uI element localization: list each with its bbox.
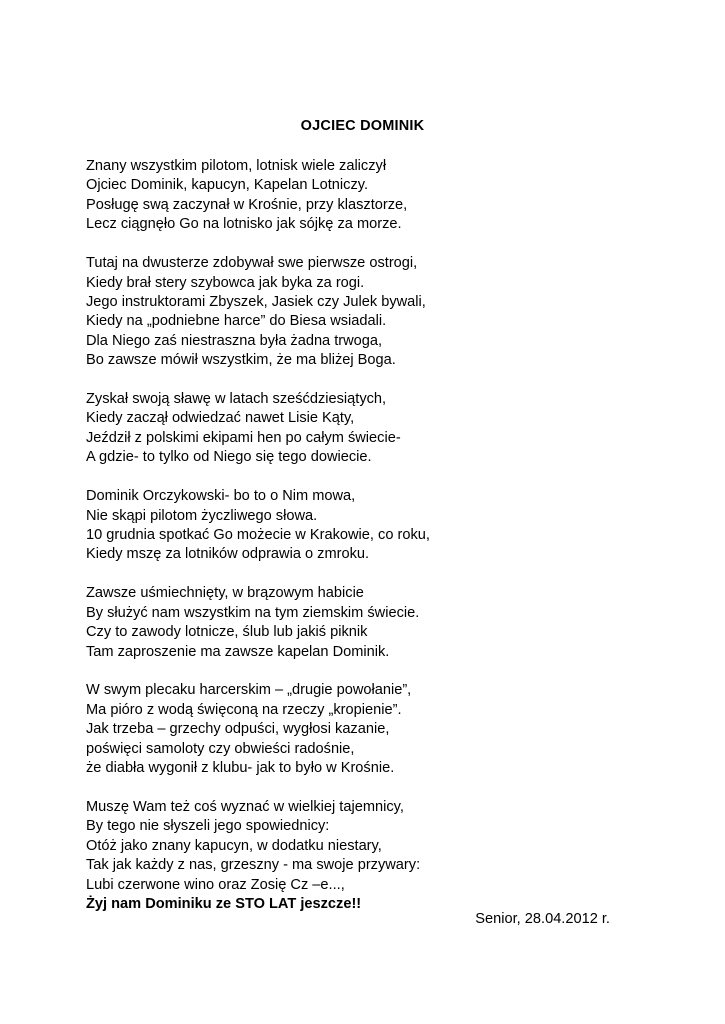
poem-line: Muszę Wam też coś wyznać w wielkiej tajemnicy,	[86, 798, 404, 815]
signature-date: Senior, 28.04.2012 r.	[475, 911, 610, 927]
poem-title-text: OJCIEC DOMINIK	[300, 118, 425, 134]
poem-line: Zawsze uśmiechnięty, w brązowym habicie	[86, 585, 364, 602]
poem-line: Jego instruktorami Zbyszek, Jasiek czy Julek bywali,	[86, 293, 426, 310]
poem-line: 10 grudnia spotkać Go możecie w Krakowie, co roku,	[86, 527, 430, 543]
poem-line: Dominik Orczykowski- bo to o Nim mowa,	[86, 488, 356, 505]
stanza	[86, 390, 666, 468]
poem-line: Lubi czerwone wino oraz Zosię Cz –e...,	[86, 876, 345, 893]
poem-line: Kiedy mszę za lotników odprawia o zmroku.	[86, 546, 370, 563]
poem-line: Dla Niego zaś niestraszna była żadna trwoga,	[86, 332, 383, 349]
poem-line: Kiedy zaczął odwiedzać nawet Lisie Kąty,	[86, 410, 355, 427]
poem-line: Kiedy na „podniebne harce” do Biesa wsiadali.	[86, 313, 387, 330]
poem-line: By tego nie słyszeli jego spowiednicy:	[86, 818, 330, 835]
poem-line: By służyć nam wszystkim na tym ziemskim świecie.	[86, 604, 420, 621]
poem-line: że diabła wygonił z klubu- jak to było w Krośnie.	[86, 760, 395, 777]
poem-title	[0, 118, 725, 134]
poem-line: Tutaj na dwusterze zdobywał swe pierwsze ostrogi,	[86, 255, 418, 272]
closing-line: Żyj nam Dominiku ze STO LAT jeszcze!!	[86, 896, 362, 912]
poem-line: Kiedy brał stery szybowca jak byka za rogi.	[86, 274, 365, 291]
poem-body	[86, 157, 666, 914]
poem-line: Znany wszystkim pilotom, lotnisk wiele zaliczył	[86, 158, 387, 174]
stanza	[86, 254, 666, 370]
poem-line: Bo zawsze mówił wszystkim, że ma bliżej Boga.	[86, 352, 396, 369]
poem-line: Nie skąpi pilotom życzliwego słowa.	[86, 507, 318, 524]
poem-line: poświęci samoloty czy obwieści radośnie,	[86, 740, 355, 757]
stanza	[86, 487, 666, 565]
poem-line: Posługę swą zaczynał w Krośnie, przy klasztorze,	[86, 196, 408, 213]
poem-line: Otóż jako znany kapucyn, w dodatku niestary,	[86, 837, 382, 854]
stanza	[86, 681, 666, 778]
poem-line: Lecz ciągnęło Go na lotnisko jak sójkę za morze.	[86, 216, 402, 233]
poem-line: A gdzie- to tylko od Niego się tego dowiecie.	[86, 449, 372, 466]
poem-line: Tam zaproszenie ma zawsze kapelan Dominik.	[86, 643, 390, 660]
poem-line: Czy to zawody lotnicze, ślub lub jakiś piknik	[86, 624, 368, 641]
poem-line: Zyskał swoją sławę w latach sześćdziesiątych,	[86, 391, 387, 408]
stanza	[86, 798, 666, 914]
poem-line: Tak jak każdy z nas, grzeszny - ma swoje przywary:	[86, 857, 421, 874]
stanza	[86, 157, 666, 235]
poem-line: Jak trzeba – grzechy odpuści, wygłosi kazanie,	[86, 721, 390, 738]
poem-line: Jeździł z polskimi ekipami hen po całym świecie-	[86, 429, 401, 446]
poem-line: Ojciec Dominik, kapucyn, Kapelan Lotniczy.	[86, 177, 369, 194]
stanza	[86, 584, 666, 662]
poem-line: W swym plecaku harcerskim – „drugie powołanie”,	[86, 682, 412, 699]
poem-line: Ma pióro z wodą święconą na rzeczy „kropienie”.	[86, 701, 402, 718]
